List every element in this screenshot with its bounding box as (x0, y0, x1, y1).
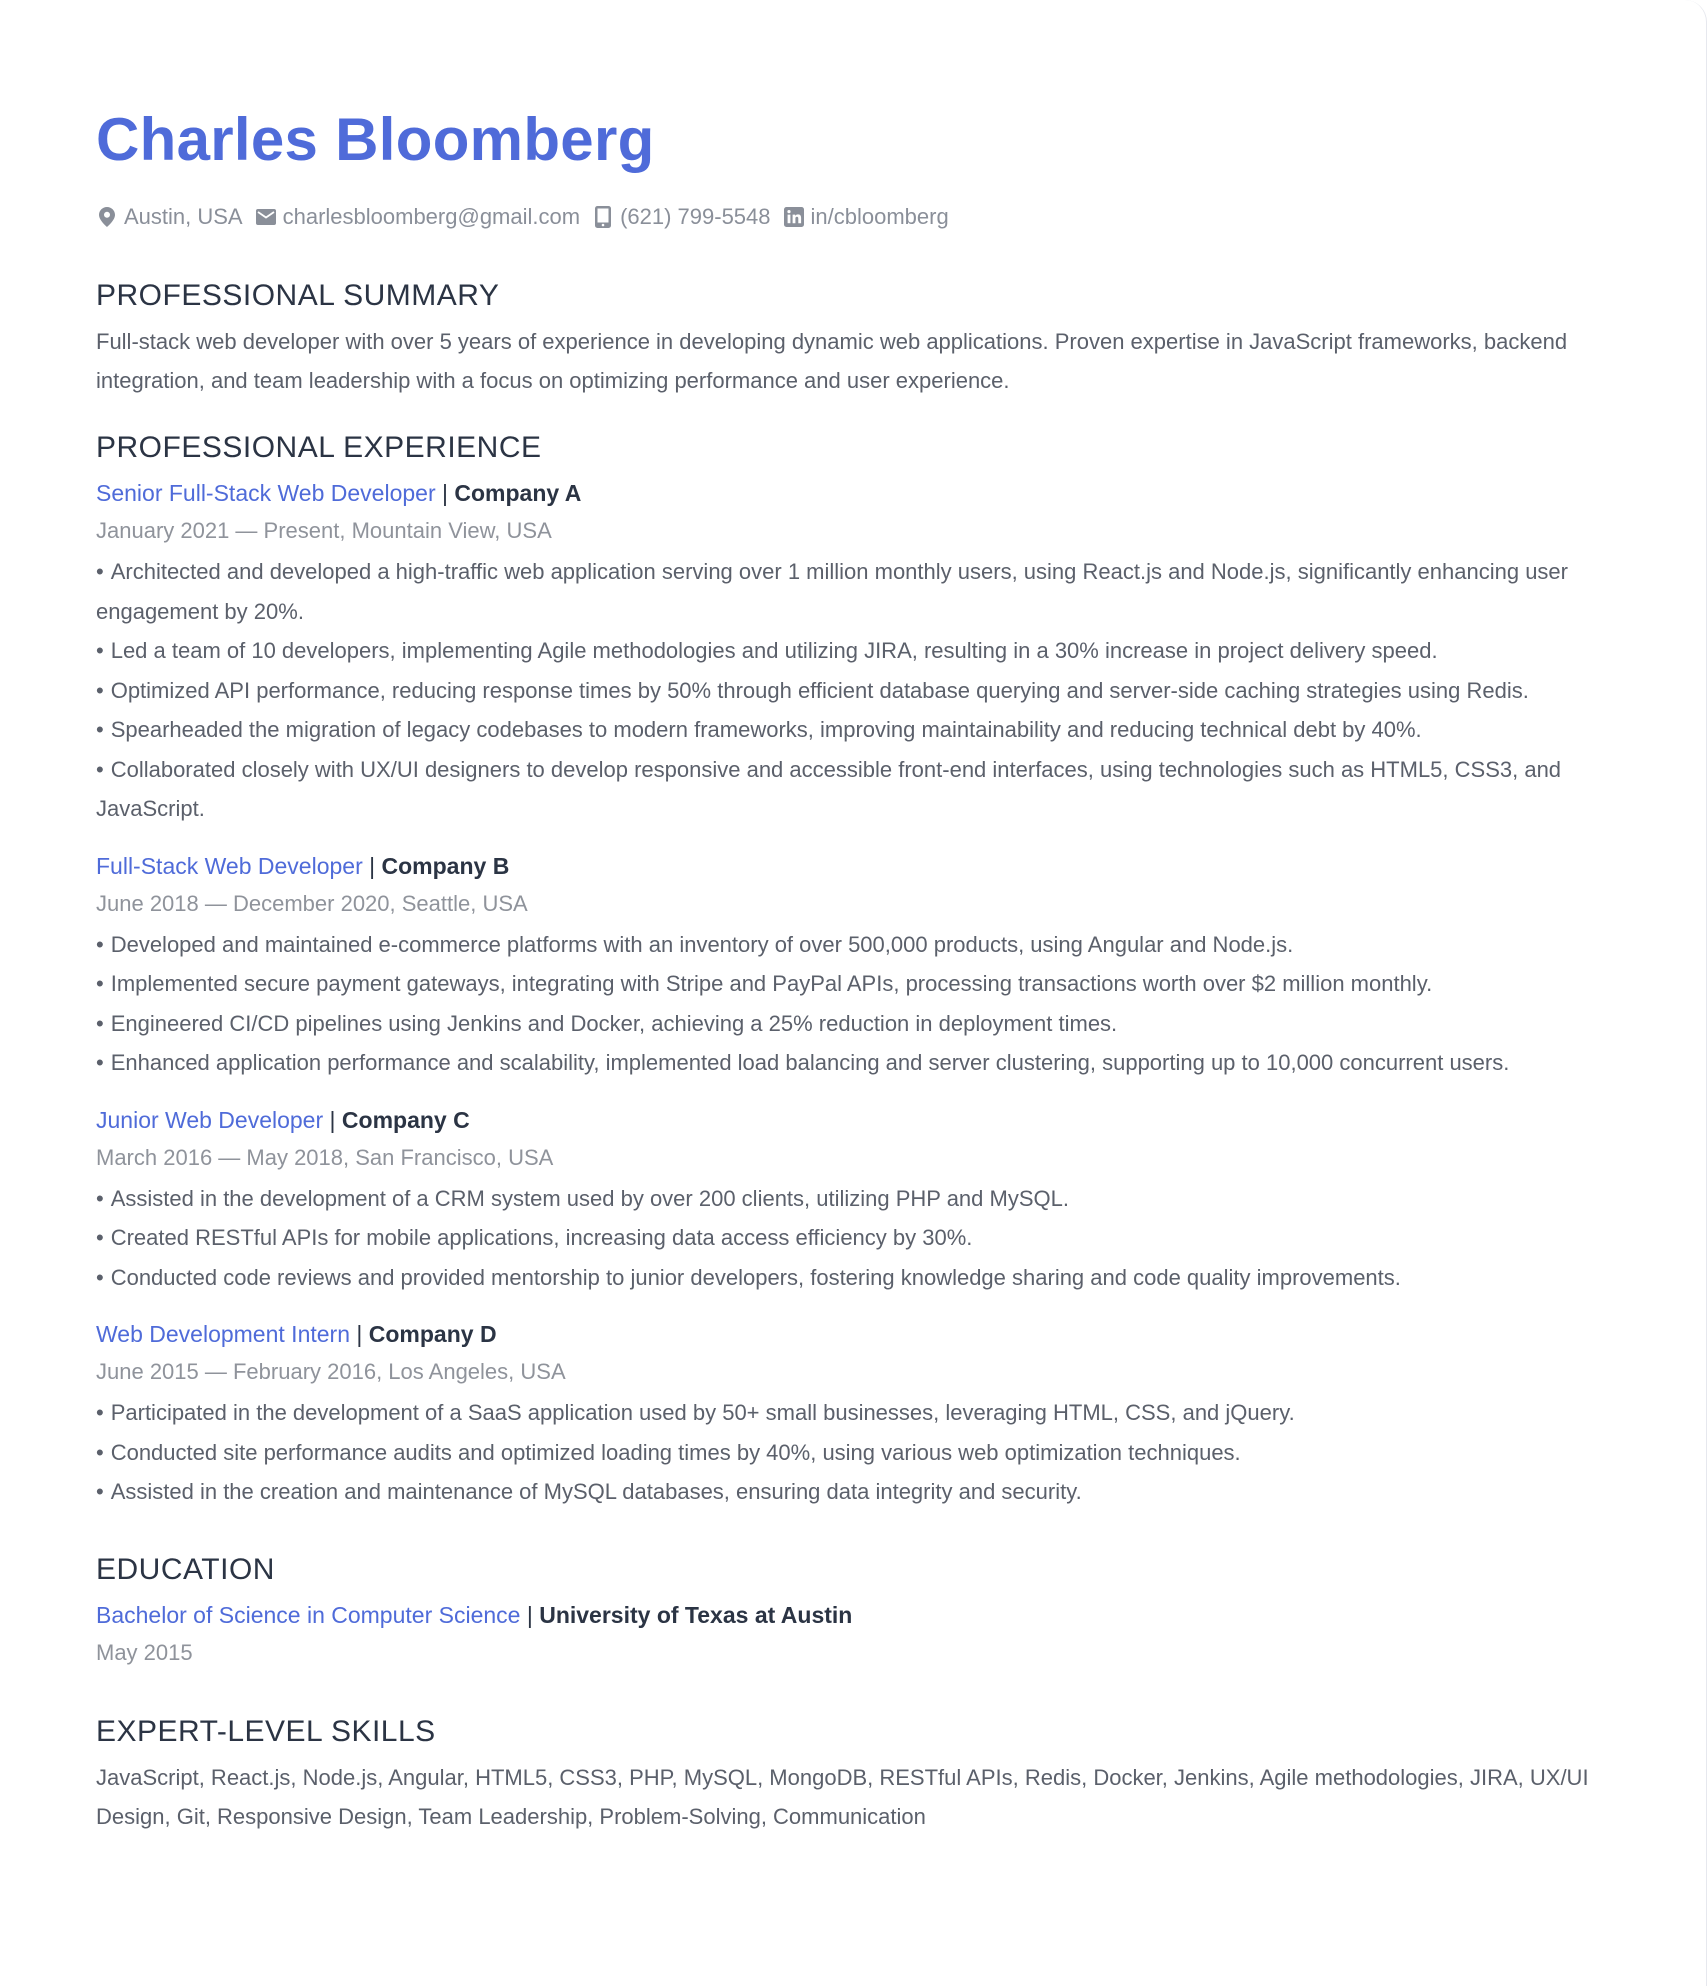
job-heading (96, 1315, 1636, 1353)
bullet-item: • Conducted site performance audits and optimized loading times by 40%, using various web optimization techniques. (96, 1433, 1636, 1473)
job-entry (96, 847, 1636, 1083)
separator: | (442, 480, 448, 506)
job-role: Web Development Intern (96, 1321, 350, 1347)
job-heading (96, 474, 1636, 512)
mail-icon (255, 205, 277, 229)
email-text[interactable]: charlesbloomberg@gmail.com (282, 204, 581, 229)
job-dates-location: June 2015 — February 2016, Los Angeles, USA (96, 1359, 566, 1384)
education-date: May 2015 (96, 1639, 193, 1665)
location-text: Austin, USA (124, 204, 243, 229)
separator: | (526, 1601, 533, 1628)
skills-heading: EXPERT-LEVEL SKILLS (96, 1714, 436, 1748)
phone-text[interactable]: (621) 799-5548 (620, 204, 771, 229)
job-role: Junior Web Developer (96, 1106, 324, 1133)
separator: | (329, 1106, 336, 1133)
linkedin-icon (783, 205, 805, 229)
bullet-item: • Spearheaded the migration of legacy codebases to modern frameworks, improving maintainability and reducing technical debt by 40%. (96, 710, 1636, 750)
job-entry (96, 1101, 1636, 1298)
bullet-item: • Engineered CI/CD pipelines using Jenkins and Docker, achieving a 25% reduction in deployment times. (96, 1004, 1636, 1044)
contact-location (96, 204, 243, 230)
bullet-item: • Implemented secure payment gateways, integrating with Stripe and PayPal APIs, processing transactions worth over $2 million monthly. (96, 964, 1636, 1004)
job-role: Senior Full-Stack Web Developer (96, 480, 436, 506)
job-role: Full-Stack Web Developer (96, 852, 363, 879)
job-heading (96, 847, 1636, 885)
location-pin-icon (96, 205, 118, 229)
contact-email[interactable] (255, 204, 580, 230)
education-heading: EDUCATION (96, 1552, 275, 1586)
job-company: Company C (341, 1106, 470, 1133)
bullet-item: • Optimized API performance, reducing response times by 50% through efficient database querying and server-side caching strategies using Redis. (96, 671, 1636, 711)
summary-heading: PROFESSIONAL SUMMARY (96, 279, 500, 312)
bullet-item: • Architected and developed a high-traffic web application serving over 1 million monthly users, using React.js and Node.js, significantly enhancing user engagement by 20%. (96, 552, 1636, 631)
job-company: Company D (368, 1321, 497, 1347)
summary-text: Full-stack web developer with over 5 years of experience in developing dynamic web applications. Proven expertise in JavaScript frameworks, backend integration, and team leadership with a focus on optimizing performance and user experience. (96, 329, 1568, 393)
skills-text: JavaScript, React.js, Node.js, Angular, HTML5, CSS3, PHP, MySQL, MongoDB, RESTful APIs, Redis, Docker, Jenkins, Agile methodologies, JIRA, UX/UI Design, Git, Responsive Design, Team Leadership, Problem-Solving, Communication (96, 1764, 1589, 1829)
job-company: Company B (381, 852, 510, 879)
job-dates-location: January 2021 — Present, Mountain View, USA (96, 518, 552, 543)
degree: Bachelor of Science in Computer Science (96, 1601, 521, 1628)
bullet-item: • Led a team of 10 developers, implementing Agile methodologies and utilizing JIRA, resulting in a 30% increase in project delivery speed. (96, 631, 1636, 671)
job-bullets (96, 925, 1636, 1083)
job-bullets (96, 1393, 1636, 1512)
job-heading (96, 1101, 1636, 1139)
candidate-name: Charles Bloomberg (96, 106, 655, 173)
bullet-item: • Assisted in the development of a CRM system used by over 200 clients, utilizing PHP and MySQL. (96, 1179, 1636, 1219)
experience-heading: PROFESSIONAL EXPERIENCE (96, 431, 542, 464)
school: University of Texas at Austin (539, 1601, 853, 1628)
bullet-item: • Collaborated closely with UX/UI designers to develop responsive and accessible front-end interfaces, using technologies such as HTML5, CSS3, and JavaScript. (96, 750, 1636, 829)
job-bullets (96, 552, 1636, 829)
resume-content (96, 100, 1636, 1836)
contact-linkedin[interactable] (783, 204, 949, 230)
bullet-item: • Developed and maintained e-commerce platforms with an inventory of over 500,000 products, using Angular and Node.js. (96, 925, 1636, 965)
bullet-item: • Assisted in the creation and maintenance of MySQL databases, ensuring data integrity and security. (96, 1472, 1636, 1512)
contact-phone[interactable] (592, 204, 770, 230)
job-entry (96, 474, 1636, 829)
job-entry (96, 1315, 1636, 1512)
bullet-item: • Created RESTful APIs for mobile applications, increasing data access efficiency by 30%. (96, 1218, 1636, 1258)
job-dates-location: June 2018 — December 2020, Seattle, USA (96, 890, 528, 916)
bullet-item: • Enhanced application performance and scalability, implemented load balancing and server clustering, supporting up to 10,000 concurrent users. (96, 1043, 1636, 1083)
job-dates-location: March 2016 — May 2018, San Francisco, USA (96, 1144, 554, 1170)
bullet-item: • Participated in the development of a SaaS application used by 50+ small businesses, leveraging HTML, CSS, and jQuery. (96, 1393, 1636, 1433)
separator: | (369, 852, 376, 879)
phone-icon (592, 205, 614, 229)
job-company: Company A (454, 480, 582, 506)
contact-row (96, 202, 1636, 232)
separator: | (356, 1321, 363, 1347)
job-bullets (96, 1179, 1636, 1298)
education-entry (96, 1596, 1636, 1634)
linkedin-text[interactable]: in/cbloomberg (810, 204, 949, 229)
bullet-item: • Conducted code reviews and provided mentorship to junior developers, fostering knowledge sharing and code quality improvements. (96, 1258, 1636, 1298)
